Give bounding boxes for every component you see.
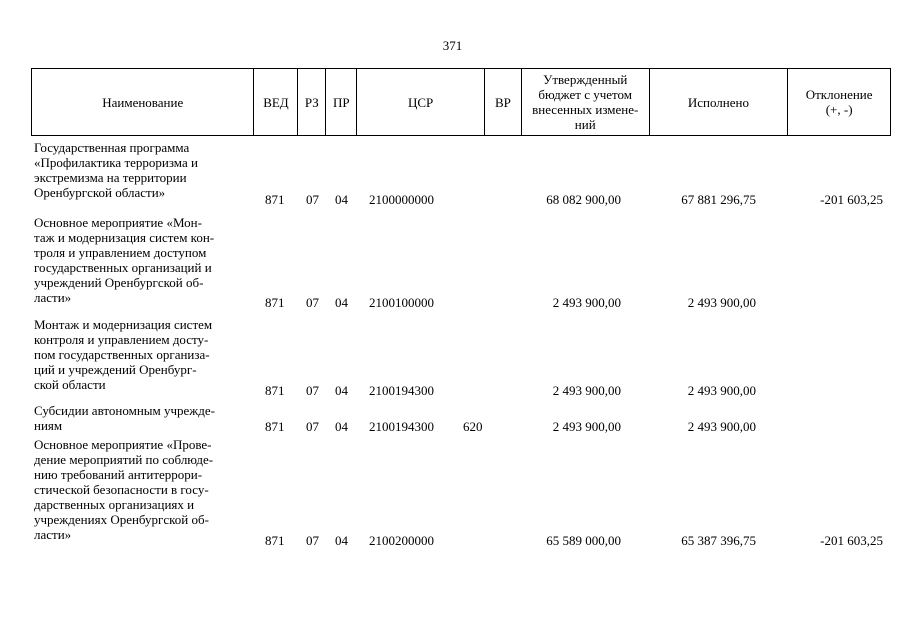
row-csr: 2100200000 xyxy=(369,533,434,548)
row-ved: 871 xyxy=(265,533,285,548)
row-deviation: -201 603,25 xyxy=(820,533,883,548)
row-name: Государственная программа «Профилактика терроризма и экстремизма на территории Оренбургской области» xyxy=(34,140,198,200)
row-ved: 871 xyxy=(265,192,285,207)
header-budget: Утвержденный бюджет с учетом внесенных измене- ний xyxy=(522,69,650,135)
header-vr: ВР xyxy=(485,69,522,135)
table-row xyxy=(0,437,905,557)
row-name: Монтаж и модернизация систем контроля и управлением досту- пом государственных организа- ций и учреждений Оренбург- ской области xyxy=(34,317,213,392)
row-ved: 871 xyxy=(265,383,285,398)
table-header xyxy=(31,68,891,136)
row-vr: 620 xyxy=(463,419,483,434)
table-row xyxy=(0,140,905,215)
row-rz: 07 xyxy=(306,383,319,398)
row-pr: 04 xyxy=(335,419,348,434)
row-name: Основное мероприятие «Прове- дение мероприятий по соблюде- нию требований антитеррори- стической безопасности в госу- дарственных организациях и учреждениях Оренбургской об- ласти» xyxy=(34,437,214,542)
row-pr: 04 xyxy=(335,192,348,207)
row-executed: 2 493 900,00 xyxy=(687,383,756,398)
row-executed: 2 493 900,00 xyxy=(687,419,756,434)
row-executed: 67 881 296,75 xyxy=(681,192,756,207)
row-ved: 871 xyxy=(265,419,285,434)
row-name: Субсидии автономным учрежде- ниям xyxy=(34,403,215,433)
row-csr: 2100100000 xyxy=(369,295,434,310)
table-row xyxy=(0,403,905,437)
row-name: Основное мероприятие «Мон- таж и модернизация систем кон- троля и управлением доступом государственных организаций и учреждений Оренбургской об- ласти» xyxy=(34,215,215,305)
row-budget: 2 493 900,00 xyxy=(552,383,621,398)
row-executed: 2 493 900,00 xyxy=(687,295,756,310)
header-rz: РЗ xyxy=(298,69,326,135)
row-budget: 2 493 900,00 xyxy=(552,419,621,434)
row-budget: 2 493 900,00 xyxy=(552,295,621,310)
row-budget: 68 082 900,00 xyxy=(546,192,621,207)
header-csr: ЦСР xyxy=(357,69,485,135)
row-pr: 04 xyxy=(335,533,348,548)
row-ved: 871 xyxy=(265,295,285,310)
row-rz: 07 xyxy=(306,295,319,310)
row-pr: 04 xyxy=(335,295,348,310)
header-deviation: Отклонение (+, -) xyxy=(805,87,873,117)
table-body xyxy=(0,140,905,557)
table-row xyxy=(0,215,905,317)
page-number: 371 xyxy=(442,38,463,53)
row-budget: 65 589 000,00 xyxy=(546,533,621,548)
row-csr: 2100000000 xyxy=(369,192,434,207)
row-csr: 2100194300 xyxy=(369,383,434,398)
header-name: Наименование xyxy=(32,69,254,135)
row-rz: 07 xyxy=(306,533,319,548)
row-pr: 04 xyxy=(335,383,348,398)
header-pr: ПР xyxy=(326,69,357,135)
table-row xyxy=(0,317,905,403)
row-deviation: -201 603,25 xyxy=(820,192,883,207)
header-ved: ВЕД xyxy=(254,69,298,135)
row-rz: 07 xyxy=(306,192,319,207)
row-rz: 07 xyxy=(306,419,319,434)
row-csr: 2100194300 xyxy=(369,419,434,434)
header-executed: Исполнено xyxy=(650,69,789,135)
row-executed: 65 387 396,75 xyxy=(681,533,756,548)
